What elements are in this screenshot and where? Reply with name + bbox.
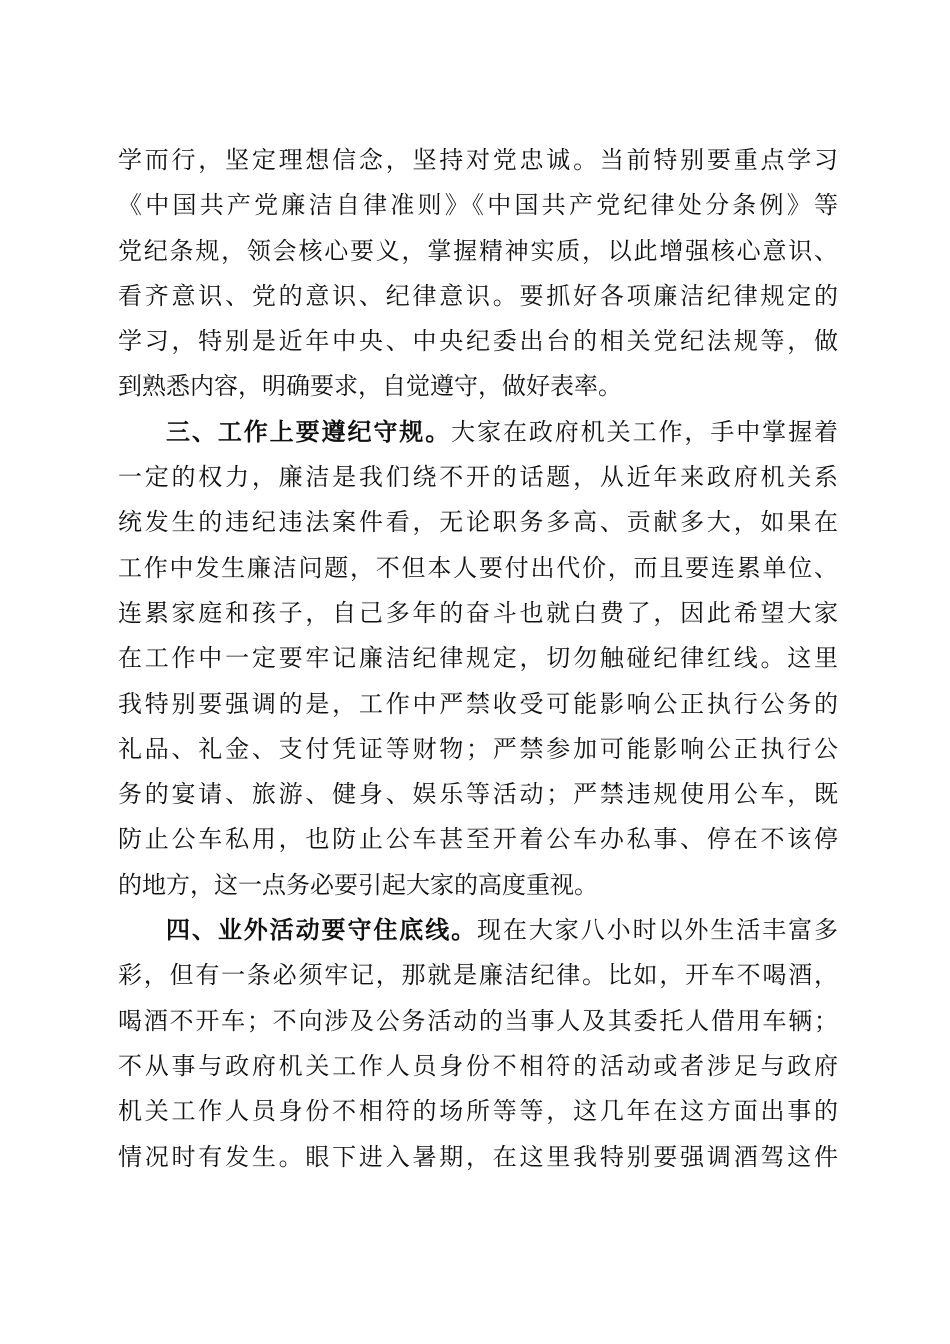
text-line: 工作中发生廉洁问题，不但本人要付出代价，而且要连累单位、: [118, 553, 838, 582]
text-line: 务的宴请、旅游、健身、娱乐等活动；严禁违规使用公车，既: [118, 780, 838, 809]
section-4-first-line: [118, 908, 838, 953]
text-line: 连累家庭和孩子，自己多年的奋斗也就白费了，因此希望大家: [118, 598, 838, 627]
text-line: 的地方，这一点务必要引起大家的高度重视。: [118, 870, 598, 899]
section-3-heading: 三、工作上要遵纪守规。: [166, 417, 452, 446]
section-3-first-line-text: 大家在政府机关工作，手中掌握着: [451, 417, 839, 446]
text-line: 不从事与政府机关工作人员身份不相符的活动或者涉足与政府: [118, 1051, 838, 1080]
paragraph-1: [118, 138, 838, 410]
text-line: 一定的权力，廉洁是我们绕不开的话题，从近年来政府机关系: [118, 463, 838, 492]
text-line: 机关工作人员身份不相符的场所等等，这几年在这方面出事的: [118, 1097, 838, 1126]
section-4-paragraph: [118, 908, 838, 1180]
text-line: 党纪条规，领会核心要义，掌握精神实质，以此增强核心意识、: [118, 236, 838, 265]
section-3-paragraph: [118, 410, 838, 908]
text-line: 我特别要强调的是，工作中严禁收受可能影响公正执行公务的: [118, 689, 838, 718]
document-body: [118, 138, 838, 1180]
text-line: 统发生的违纪违法案件看，无论职务多高、贡献多大，如果在: [118, 508, 838, 537]
text-line: 礼品、礼金、支付凭证等财物；严禁参加可能影响公正执行公: [118, 734, 838, 763]
text-line: 《中国共产党廉洁自律准则》《中国共产党纪律处分条例》等: [118, 191, 838, 220]
text-line: 防止公车私用，也防止公车甚至开着公车办私事、停在不该停: [118, 825, 838, 854]
text-line: 学习，特别是近年中央、中央纪委出台的相关党纪法规等，做: [118, 327, 838, 356]
text-line: 彩，但有一条必须牢记，那就是廉洁纪律。比如，开车不喝酒，: [118, 961, 838, 990]
text-line: 学而行，坚定理想信念，坚持对党忠诚。当前特别要重点学习: [118, 146, 838, 174]
text-line: 到熟悉内容，明确要求，自觉遵守，做好表率。: [118, 372, 622, 401]
section-3-first-line: [118, 410, 838, 455]
text-line: 情况时有发生。眼下进入暑期，在这里我特别要强调酒驾这件: [118, 1142, 838, 1171]
text-line: 喝酒不开车；不向涉及公务活动的当事人及其委托人借用车辆；: [118, 1006, 838, 1035]
section-4-heading: 四、业外活动要守住底线。: [166, 916, 478, 945]
text-line: 在工作中一定要牢记廉洁纪律规定，切勿触碰纪律红线。这里: [118, 644, 838, 673]
section-4-first-line-text: 现在大家八小时以外生活丰富多: [477, 916, 839, 945]
text-line: 看齐意识、党的意识、纪律意识。要抓好各项廉洁纪律规定的: [118, 281, 838, 310]
